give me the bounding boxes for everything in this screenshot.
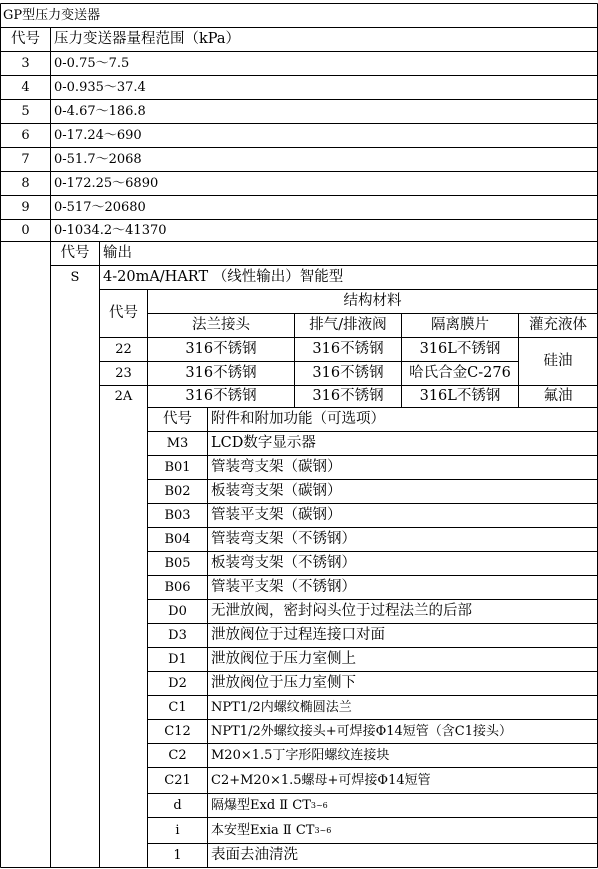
option-label: 管装平支架（碳钢） <box>211 507 342 524</box>
option-code: 1 <box>173 848 182 863</box>
output-label-header: 输出 <box>103 245 132 262</box>
structure-diaphragm: 316L不锈钢 <box>419 388 501 405</box>
options-code-header: 代号 <box>163 411 192 428</box>
option-code: B03 <box>164 508 191 523</box>
option-code: M3 <box>166 436 189 451</box>
range-code: 4 <box>21 80 30 95</box>
option-label-exd <box>208 794 597 817</box>
range-value: 0-51.7～2068 <box>54 152 142 167</box>
structure-flange: 316不锈钢 <box>185 341 257 358</box>
structure-diaphragm: 哈氏合金C-276 <box>409 365 511 382</box>
range-code: 8 <box>21 176 30 191</box>
option-code: C12 <box>164 724 191 739</box>
option-code: B01 <box>164 460 191 475</box>
range-value: 0-0.935～37.4 <box>54 80 146 95</box>
range-value: 0-1034.2～41370 <box>54 223 167 238</box>
option-code: C1 <box>168 700 187 715</box>
option-label: 泄放阀位于过程连接口对面 <box>211 627 385 644</box>
output-label: 4-20mA/HART （线性输出）智能型 <box>103 269 344 286</box>
range-value: 0-17.24～690 <box>54 128 142 143</box>
option-label: C2+M20×1.5螺母+可焊接Φ14短管 <box>211 773 431 788</box>
option-code: i <box>175 823 180 838</box>
option-code: C21 <box>164 773 191 788</box>
range-code: 6 <box>21 128 30 143</box>
option-code: D1 <box>168 652 187 667</box>
option-label: 管装平支架（不锈钢） <box>211 579 356 596</box>
range-value: 0-517～20680 <box>54 200 146 215</box>
option-label-subscript: 3~6 <box>310 800 328 810</box>
document-title: GP型压力变送器 <box>3 8 101 23</box>
structure-group-header: 结构材料 <box>343 293 402 310</box>
option-label-subscript: 3~6 <box>314 825 332 835</box>
structure-vent: 316不锈钢 <box>312 388 384 405</box>
range-code: 7 <box>21 152 30 167</box>
option-code: C2 <box>168 748 187 763</box>
range-code: 0 <box>21 223 30 238</box>
option-label: 板装弯支架（碳钢） <box>211 483 342 500</box>
option-label: NPT1/2外螺纹接头+可焊接Φ14短管（含C1接头） <box>211 724 513 739</box>
option-code: d <box>173 798 182 813</box>
structure-col-flange: 法兰接头 <box>192 317 250 334</box>
option-label: M20×1.5丁字形阳螺纹连接块 <box>211 748 390 763</box>
option-label: 无泄放阀，密封闷头位于过程法兰的后部 <box>211 603 472 620</box>
option-label: 表面去油清洗 <box>211 847 298 864</box>
range-value: 0-4.67～186.8 <box>54 104 146 119</box>
option-label: 板装弯支架（不锈钢） <box>211 555 356 572</box>
range-code: 5 <box>21 104 30 119</box>
structure-code: 22 <box>115 342 132 357</box>
option-label: 泄放阀位于压力室侧下 <box>211 675 356 692</box>
option-label: 管装弯支架（不锈钢） <box>211 531 356 548</box>
option-code: D2 <box>168 676 187 691</box>
range-value: 0-172.25～6890 <box>54 176 159 191</box>
structure-diaphragm: 316L不锈钢 <box>419 341 501 358</box>
structure-col-fill: 灌充液体 <box>529 317 587 334</box>
output-code-header: 代号 <box>60 245 90 262</box>
range-value: 0-0.75～7.5 <box>54 56 130 71</box>
option-label: 泄放阀位于压力室侧上 <box>211 651 356 668</box>
structure-vent: 316不锈钢 <box>312 365 384 382</box>
structure-vent: 316不锈钢 <box>312 341 384 358</box>
structure-fill-fluorine: 氟油 <box>543 388 573 405</box>
structure-fill-silicone: 硅油 <box>543 353 573 370</box>
structure-code: 2A <box>114 389 133 404</box>
option-label: NPT1/2内螺纹椭圆法兰 <box>211 700 352 715</box>
range-code-header: 代号 <box>11 31 40 48</box>
option-code: D3 <box>168 628 187 643</box>
option-label: LCD数字显示器 <box>211 435 316 452</box>
structure-code: 23 <box>115 366 132 381</box>
structure-code-header: 代号 <box>109 305 138 322</box>
structure-col-diaphragm: 隔离膜片 <box>431 317 489 334</box>
range-label-header: 压力变送器量程范围（kPa） <box>54 31 241 48</box>
range-code: 9 <box>21 200 30 215</box>
range-code: 3 <box>21 56 30 71</box>
option-label: 管装弯支架（碳钢） <box>211 459 342 476</box>
option-code: B02 <box>164 484 191 499</box>
option-label-text: 本安型Exia Ⅱ CT <box>211 823 315 838</box>
option-code: D0 <box>168 604 187 619</box>
option-code: B06 <box>164 580 191 595</box>
structure-flange: 316不锈钢 <box>185 388 257 405</box>
option-label-text: 隔爆型Exd Ⅱ CT <box>211 798 311 813</box>
option-code: B05 <box>164 556 191 571</box>
output-code: S <box>70 270 80 285</box>
structure-col-vent: 排气/排液阀 <box>309 317 387 334</box>
option-label-exia <box>208 818 597 843</box>
structure-flange: 316不锈钢 <box>185 365 257 382</box>
options-label-header: 附件和附加功能（可选项） <box>211 411 385 428</box>
option-code: B04 <box>164 532 191 547</box>
